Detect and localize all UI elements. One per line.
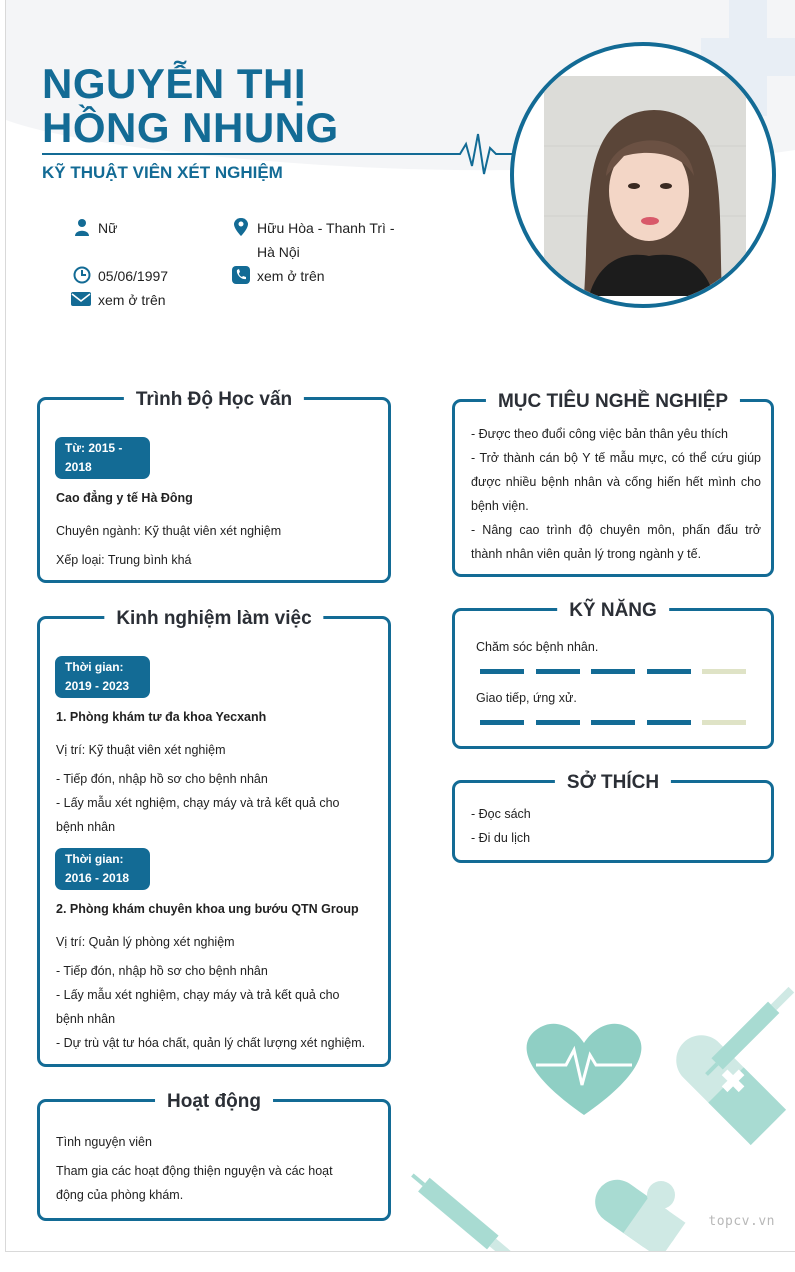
heart-icon (527, 1024, 642, 1115)
job-2-duty-2-cont: bệnh nhân (56, 1012, 116, 1026)
job-1-period-badge (55, 656, 150, 698)
objective-text (471, 422, 761, 566)
job-2-period-badge (55, 848, 150, 890)
skill-segment-filled (591, 669, 635, 674)
job-1-duty-2: - Lấy mẫu xét nghiệm, chạy máy và trả kết quả cho (56, 796, 340, 810)
envelope-icon (71, 290, 91, 308)
experience-section (37, 608, 391, 1067)
skills-section (452, 600, 774, 749)
capsule-icon (587, 1171, 686, 1251)
activities-desc-line-2: động của phòng khám. (56, 1188, 184, 1202)
skill-segment-empty (702, 720, 746, 725)
activities-heading: Hoạt động (155, 1088, 273, 1116)
name-line-1: NGUYỄN THỊ (42, 60, 307, 107)
job-2-company: 2. Phòng khám chuyên khoa ung bướu QTN Group (56, 902, 359, 916)
education-school: Cao đẳng y tế Hà Đông (56, 491, 193, 505)
hobby-item: - Đọc sách (471, 807, 531, 821)
education-period-line-2: 2018 (65, 460, 92, 474)
skill-1-level-bar (480, 669, 746, 674)
hobby-item: - Đi du lịch (471, 831, 531, 845)
hobbies-heading: SỞ THÍCH (555, 769, 671, 797)
job-1-duty-2-cont: bệnh nhân (56, 820, 116, 834)
skill-segment-filled (536, 720, 580, 725)
activities-section (37, 1091, 391, 1221)
clock-icon (73, 266, 91, 284)
skill-2-level-bar (480, 720, 746, 725)
education-major: Chuyên ngành: Kỹ thuật viên xét nghiệm (56, 524, 282, 538)
activities-desc-line-1: Tham gia các hoạt động thiện nguyện và các hoạt (56, 1164, 333, 1178)
activities-role: Tình nguyện viên (56, 1135, 152, 1149)
phone-icon (232, 266, 250, 284)
education-section (37, 389, 391, 583)
syringe-icon (701, 985, 795, 1080)
job-1-period: 2019 - 2023 (65, 679, 130, 693)
objective-line: - Trở thành cán bộ Y tế mẫu mực, có thể cứu giúp (471, 451, 761, 465)
email-value: xem ở trên (98, 292, 166, 308)
cv-page (5, 0, 795, 1252)
portrait-image (544, 76, 746, 296)
education-period-badge (55, 437, 150, 479)
address-line-1: Hữu Hòa - Thanh Trì - (257, 220, 395, 236)
gender-value: Nữ (98, 220, 118, 236)
tablet-icon (647, 1181, 675, 1209)
skill-segment-filled (591, 720, 635, 725)
job-1-company: 1. Phòng khám tư đa khoa Yecxanh (56, 710, 267, 724)
name-line-2: HỒNG NHUNG (42, 104, 339, 151)
education-period-line-1: Từ: 2015 - (65, 441, 123, 455)
job-2-period-label: Thời gian: (65, 852, 124, 866)
hobbies-section (452, 772, 774, 863)
dob-value: 05/06/1997 (98, 268, 169, 284)
education-grade: Xếp loại: Trung bình khá (56, 553, 192, 567)
skill-segment-empty (702, 669, 746, 674)
medical-decoration (406, 985, 795, 1251)
skills-heading: KỸ NĂNG (557, 597, 669, 625)
objective-section (452, 391, 774, 577)
pill-icon (666, 1025, 786, 1145)
objective-line: bệnh viện. (471, 499, 529, 513)
syringe-icon (407, 1168, 518, 1251)
job-2-period: 2016 - 2018 (65, 871, 130, 885)
job-title: KỸ THUẬT VIÊN XÉT NGHIỆM (42, 163, 283, 182)
skill-segment-filled (647, 720, 691, 725)
skill-1-name: Chăm sóc bệnh nhân. (476, 640, 599, 654)
job-1-duty-1: - Tiếp đón, nhập hồ sơ cho bệnh nhân (56, 772, 268, 786)
job-2-duty-3: - Dự trù vật tư hóa chất, quản lý chất lượng xét nghiệm. (56, 1036, 366, 1050)
skill-segment-filled (536, 669, 580, 674)
user-icon (73, 218, 91, 236)
address-line-2: Hà Nội (257, 244, 300, 260)
job-2-position: Vị trí: Quản lý phòng xét nghiệm (56, 935, 235, 949)
experience-heading: Kinh nghiệm làm việc (104, 605, 323, 633)
phone-value: xem ở trên (257, 268, 325, 284)
skill-segment-filled (480, 669, 524, 674)
job-1-period-label: Thời gian: (65, 660, 124, 674)
education-heading: Trình Độ Học vấn (124, 386, 304, 414)
job-2-duty-2: - Lấy mẫu xét nghiệm, chạy máy và trả kết quả cho (56, 988, 340, 1002)
objective-line: được nhiều bệnh nhân và cống hiến hết mình cho (471, 475, 761, 489)
skill-2-name: Giao tiếp, ứng xử. (476, 691, 577, 705)
watermark: topcv.vn (708, 1214, 775, 1229)
job-2-duty-1: - Tiếp đón, nhập hồ sơ cho bệnh nhân (56, 964, 268, 978)
objective-line: thành nhân viên quản lý trong ngành y tế. (471, 547, 702, 561)
location-pin-icon (232, 218, 250, 236)
job-1-position: Vị trí: Kỹ thuật viên xét nghiệm (56, 743, 226, 757)
skill-segment-filled (480, 720, 524, 725)
objective-line: - Được theo đuổi công việc bản thân yêu thích (471, 427, 728, 441)
objective-line: - Nâng cao trình độ chuyên môn, phấn đấu trở (471, 523, 761, 537)
profile-photo (510, 42, 776, 308)
objective-heading: MỤC TIÊU NGHỀ NGHIỆP (486, 388, 740, 416)
skill-segment-filled (647, 669, 691, 674)
